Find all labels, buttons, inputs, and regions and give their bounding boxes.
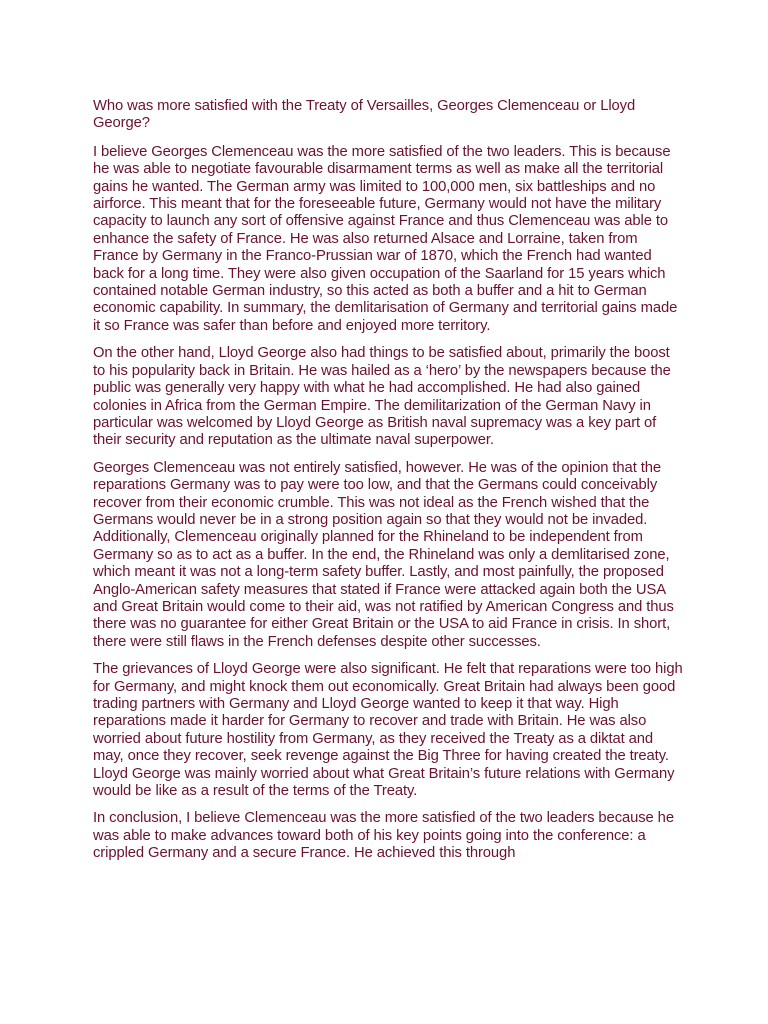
paragraph-intro: I believe Georges Clemenceau was the more satisfied of the two leaders. This is because he was able to negotiate favourable disarmament terms as well as make all the territorial gains he wanted. The German army was limited to 100,000 men, six battleships and no airforce. This meant that for the foreseeable future, Germany would not have the military capacity to launch any sort of offensive against France and thus Clemenceau was able to enhance the safety of France. He was also returned Alsace and Lorraine, taken from France by Germany in the Franco-Prussian war of 1870, which the French had wanted back for a long time. They were also given occupation of the Saarland for 15 years which contained notable German industry, so this acted as both a buffer and a hit to German economic capability. In summary, the demlitarisation of Germany and territorial gains made it so France was safer than before and enjoyed more territory. [93,143,678,334]
essay-question: Who was more satisfied with the Treaty of Versailles, Georges Clemenceau or Lloyd George? [93,98,636,132]
paragraph-conclusion: In conclusion, I believe Clemenceau was the more satisfied of the two leaders because he was able to make advances toward both of his key points going into the conference: a crippled Germany and a secure France. He achieved this through [93,810,674,862]
document-body [93,98,683,873]
paragraph-lloyd-george-satisfaction: On the other hand, Lloyd George also had things to be satisfied about, primarily the boost to his popularity back in Britain. He was hailed as a ‘hero’ by the newspapers because the public was generally very happy with what he had accomplished. He had also gained colonies in Africa from the German Empire. The demilitarization of the German Navy in particular was welcomed by Lloyd George as British naval supremacy was a key part of their security and reputation as the ultimate naval superpower. [93,345,671,449]
paragraph-lloyd-george-grievances: The grievances of Lloyd George were also significant. He felt that reparations were too high for Germany, and might knock them out economically. Great Britain had always been good trading partners with Germany and Lloyd George wanted to keep it that way. High reparations made it harder for Germany to recover and trade with Britain. He was also worried about future hostility from Germany, as they received the Treaty as a diktat and may, once they recover, seek revenge against the Big Three for having created the treaty. Lloyd George was mainly worried about what Great Britain’s future relations with Germany would be like as a result of the terms of the Treaty. [93,661,683,800]
paragraph-clemenceau-grievances: Georges Clemenceau was not entirely satisfied, however. He was of the opinion that the reparations Germany was to pay were too low, and that the Germans could conceivably recover from their economic crumble. This was not ideal as the French wished that the Germans would never be in a strong position again so that they would not be invaded. Additionally, Clemenceau originally planned for the Rhineland to be independent from Germany so as to act as a buffer. In the end, the Rhineland was only a demlitarised zone, which meant it was not a long-term safety buffer. Lastly, and most painfully, the proposed Anglo-American safety measures that stated if France were attacked again both the USA and Great Britain would come to their aid, was not ratified by American Congress and thus there was no guarantee for either Great Britain or the USA to aid France in crisis. In short, there were still flaws in the French defenses despite other successes. [93,459,674,650]
